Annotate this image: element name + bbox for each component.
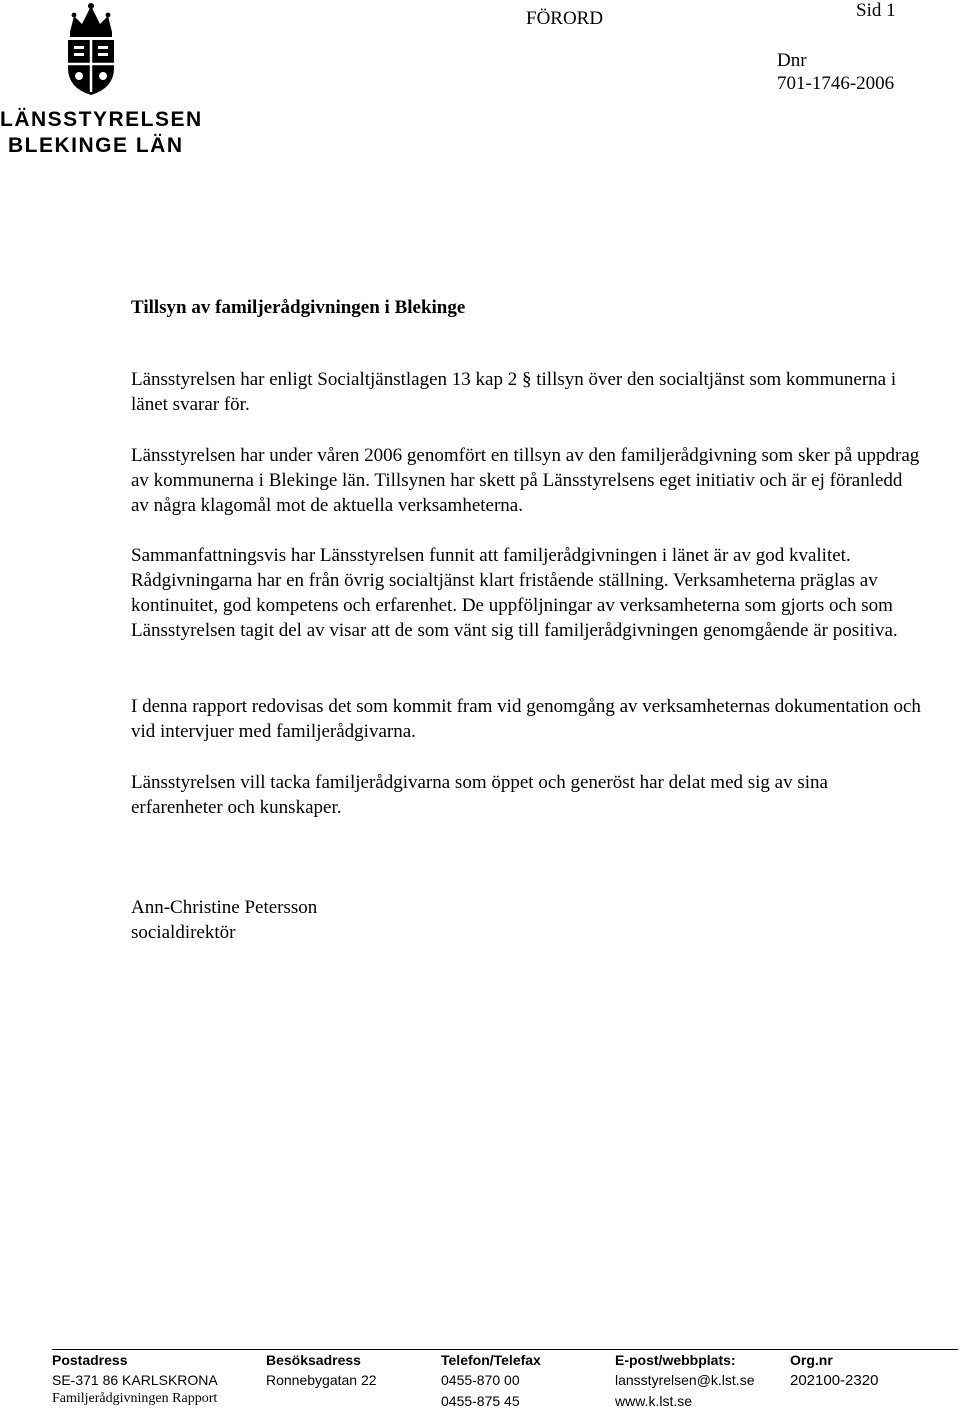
logo (0, 0, 203, 165)
paragraph: Länsstyrelsen har enligt Socialtjänstlagen 13 kap 2 § tillsyn över den socialtjänst som kommunerna i länet svarar för. (131, 369, 897, 415)
dnr-label: Dnr (777, 50, 807, 71)
besoksadress-label: Besöksadress (266, 1352, 361, 1368)
paragraph: I denna rapport redovisas det som kommit fram vid genomgång av verksamheternas dokumentation och vid intervjuer med familjerådgivarna. (131, 696, 921, 742)
document-name: Familjerådgivningen Rapport (52, 1391, 218, 1406)
orgnr-label: Org.nr (790, 1352, 833, 1368)
crest-icon (62, 2, 120, 98)
webb-value: www.k.lst.se (615, 1393, 693, 1409)
logo-line-1: LÄNSSTYRELSEN (0, 108, 203, 131)
besoksadress-value: Ronnebygatan 22 (266, 1372, 377, 1388)
telefax-value: 0455-875 45 (441, 1393, 520, 1409)
telefon-label: Telefon/Telefax (441, 1352, 541, 1368)
signature-title: socialdirektör (131, 922, 236, 943)
postadress-label: Postadress (52, 1352, 128, 1368)
page-number: Sid 1 (856, 0, 896, 21)
footer-divider (52, 1349, 958, 1350)
dnr-value: 701-1746-2006 (777, 73, 895, 94)
signature-name: Ann-Christine Petersson (131, 897, 318, 918)
document-title: Tillsyn av familjerådgivningen i Blekinge (131, 297, 466, 318)
telefon-value: 0455-870 00 (441, 1372, 520, 1388)
paragraph: Länsstyrelsen vill tacka familjerådgivarna som öppet och generöst har delat med sig av sina erfarenheter och kunskaper. (131, 772, 828, 818)
logo-line-2: BLEKINGE LÄN (8, 134, 184, 157)
postadress-value: SE-371 86 KARLSKRONA (52, 1372, 218, 1388)
epost-value: lansstyrelsen@k.lst.se (615, 1372, 755, 1388)
paragraph: Sammanfattningsvis har Länsstyrelsen funnit att familjerådgivningen i länet är av god kvalitet. Rådgivningarna har en från övrig socialtjänst klart fristående ställning. Verksamheterna präglas av kontinuitet, god kompetens och erfarenhet. De uppföljningar av verksamheterna som gjorts och som Länsstyrelsen tagit del av visar att de som vänt sig till familjerådgivningen genomgående är positiva. (131, 545, 898, 641)
orgnr-value: 202100-2320 (790, 1372, 879, 1389)
section-title: FÖRORD (526, 8, 604, 29)
epost-label: E-post/webbplats: (615, 1352, 736, 1368)
paragraph: Länsstyrelsen har under våren 2006 genomfört en tillsyn av den familjerådgivning som sker på uppdrag av kommunerna i Blekinge län. Tillsynen har skett på Länsstyrelsens eget initiativ och är ej föranledd av några klagomål mot de aktuella verksamheterna. (131, 445, 920, 516)
